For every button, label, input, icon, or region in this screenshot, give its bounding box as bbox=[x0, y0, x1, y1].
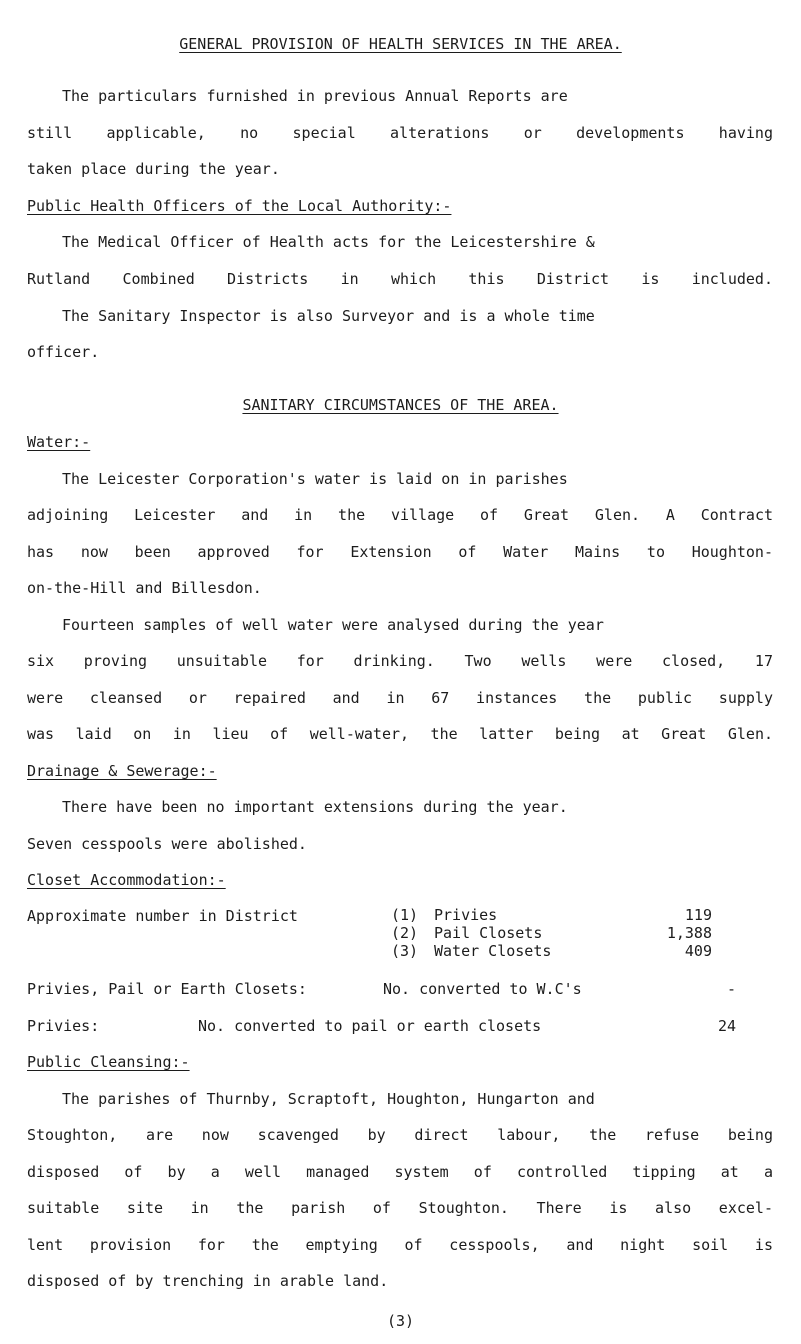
officers-line: The Sanitary Inspector is also Surveyor and is a whole time bbox=[62, 307, 595, 325]
page-number: (3) bbox=[386, 1312, 415, 1330]
conversion-count: 24 bbox=[717, 1017, 736, 1035]
officers-line: officer. bbox=[27, 343, 100, 361]
water-line: Fourteen samples of well water were analysed during the year bbox=[62, 616, 604, 634]
closet-number: (2) bbox=[391, 924, 419, 942]
heading-sanitary-circumstances: SANITARY CIRCUMSTANCES OF THE AREA. bbox=[242, 396, 559, 414]
drainage-line: There have been no important extensions during the year. bbox=[62, 798, 568, 816]
heading-general-provision: GENERAL PROVISION OF HEALTH SERVICES IN THE AREA. bbox=[179, 35, 622, 53]
closet-number: (3) bbox=[391, 942, 419, 960]
closet-count: 409 bbox=[684, 942, 712, 960]
water-line: adjoining Leicester and in the village of Great Glen. A Contract bbox=[27, 506, 773, 524]
cleansing-line: suitable site in the parish of Stoughton. There is also excel- bbox=[27, 1199, 773, 1217]
water-line: The Leicester Corporation's water is laid on in parishes bbox=[62, 470, 568, 488]
officers-line: The Medical Officer of Health acts for the Leicestershire & bbox=[62, 233, 595, 251]
intro-line: taken place during the year. bbox=[27, 160, 280, 178]
closet-type-label: Water Closets bbox=[434, 942, 552, 960]
cleansing-line: Stoughton, are now scavenged by direct labour, the refuse being bbox=[27, 1126, 773, 1144]
conversion-label: Privies: bbox=[27, 1017, 100, 1035]
cleansing-line: lent provision for the emptying of cesspools, and night soil is bbox=[27, 1236, 773, 1254]
cleansing-line: The parishes of Thurnby, Scraptoft, Houghton, Hungarton and bbox=[62, 1090, 595, 1108]
water-line: six proving unsuitable for drinking. Two wells were closed, 17 bbox=[27, 652, 773, 670]
closet-count: 119 bbox=[684, 906, 712, 924]
water-line: has now been approved for Extension of Water Mains to Houghton- bbox=[27, 543, 773, 561]
water-line: were cleansed or repaired and in 67 instances the public supply bbox=[27, 689, 773, 707]
water-line: was laid on in lieu of well-water, the latter being at Great Glen. bbox=[27, 725, 773, 743]
conversion-description: No. converted to W.C's bbox=[383, 980, 582, 998]
closet-count: 1,388 bbox=[666, 924, 712, 942]
closet-type-label: Privies bbox=[434, 906, 498, 924]
closet-heading: Closet Accommodation:- bbox=[27, 871, 226, 889]
cleansing-heading: Public Cleansing:- bbox=[27, 1053, 190, 1071]
conversion-label: Privies, Pail or Earth Closets: bbox=[27, 980, 307, 998]
intro-line: The particulars furnished in previous Annual Reports are bbox=[62, 87, 568, 105]
closet-intro: Approximate number in District bbox=[27, 907, 298, 925]
conversion-description: No. converted to pail or earth closets bbox=[198, 1017, 542, 1035]
conversion-count: - bbox=[726, 980, 736, 998]
closet-type-label: Pail Closets bbox=[434, 924, 543, 942]
officers-heading: Public Health Officers of the Local Authority:- bbox=[27, 197, 452, 215]
intro-line: still applicable, no special alterations or developments having bbox=[27, 124, 773, 142]
closet-number: (1) bbox=[391, 906, 419, 924]
water-heading: Water:- bbox=[27, 433, 91, 451]
drainage-heading: Drainage & Sewerage:- bbox=[27, 762, 217, 780]
drainage-line: Seven cesspools were abolished. bbox=[27, 835, 307, 853]
cleansing-line: disposed of by a well managed system of controlled tipping at a bbox=[27, 1163, 773, 1181]
cleansing-line: disposed of by trenching in arable land. bbox=[27, 1272, 389, 1290]
water-line: on-the-Hill and Billesdon. bbox=[27, 579, 262, 597]
officers-line: Rutland Combined Districts in which this District is included. bbox=[27, 270, 773, 288]
